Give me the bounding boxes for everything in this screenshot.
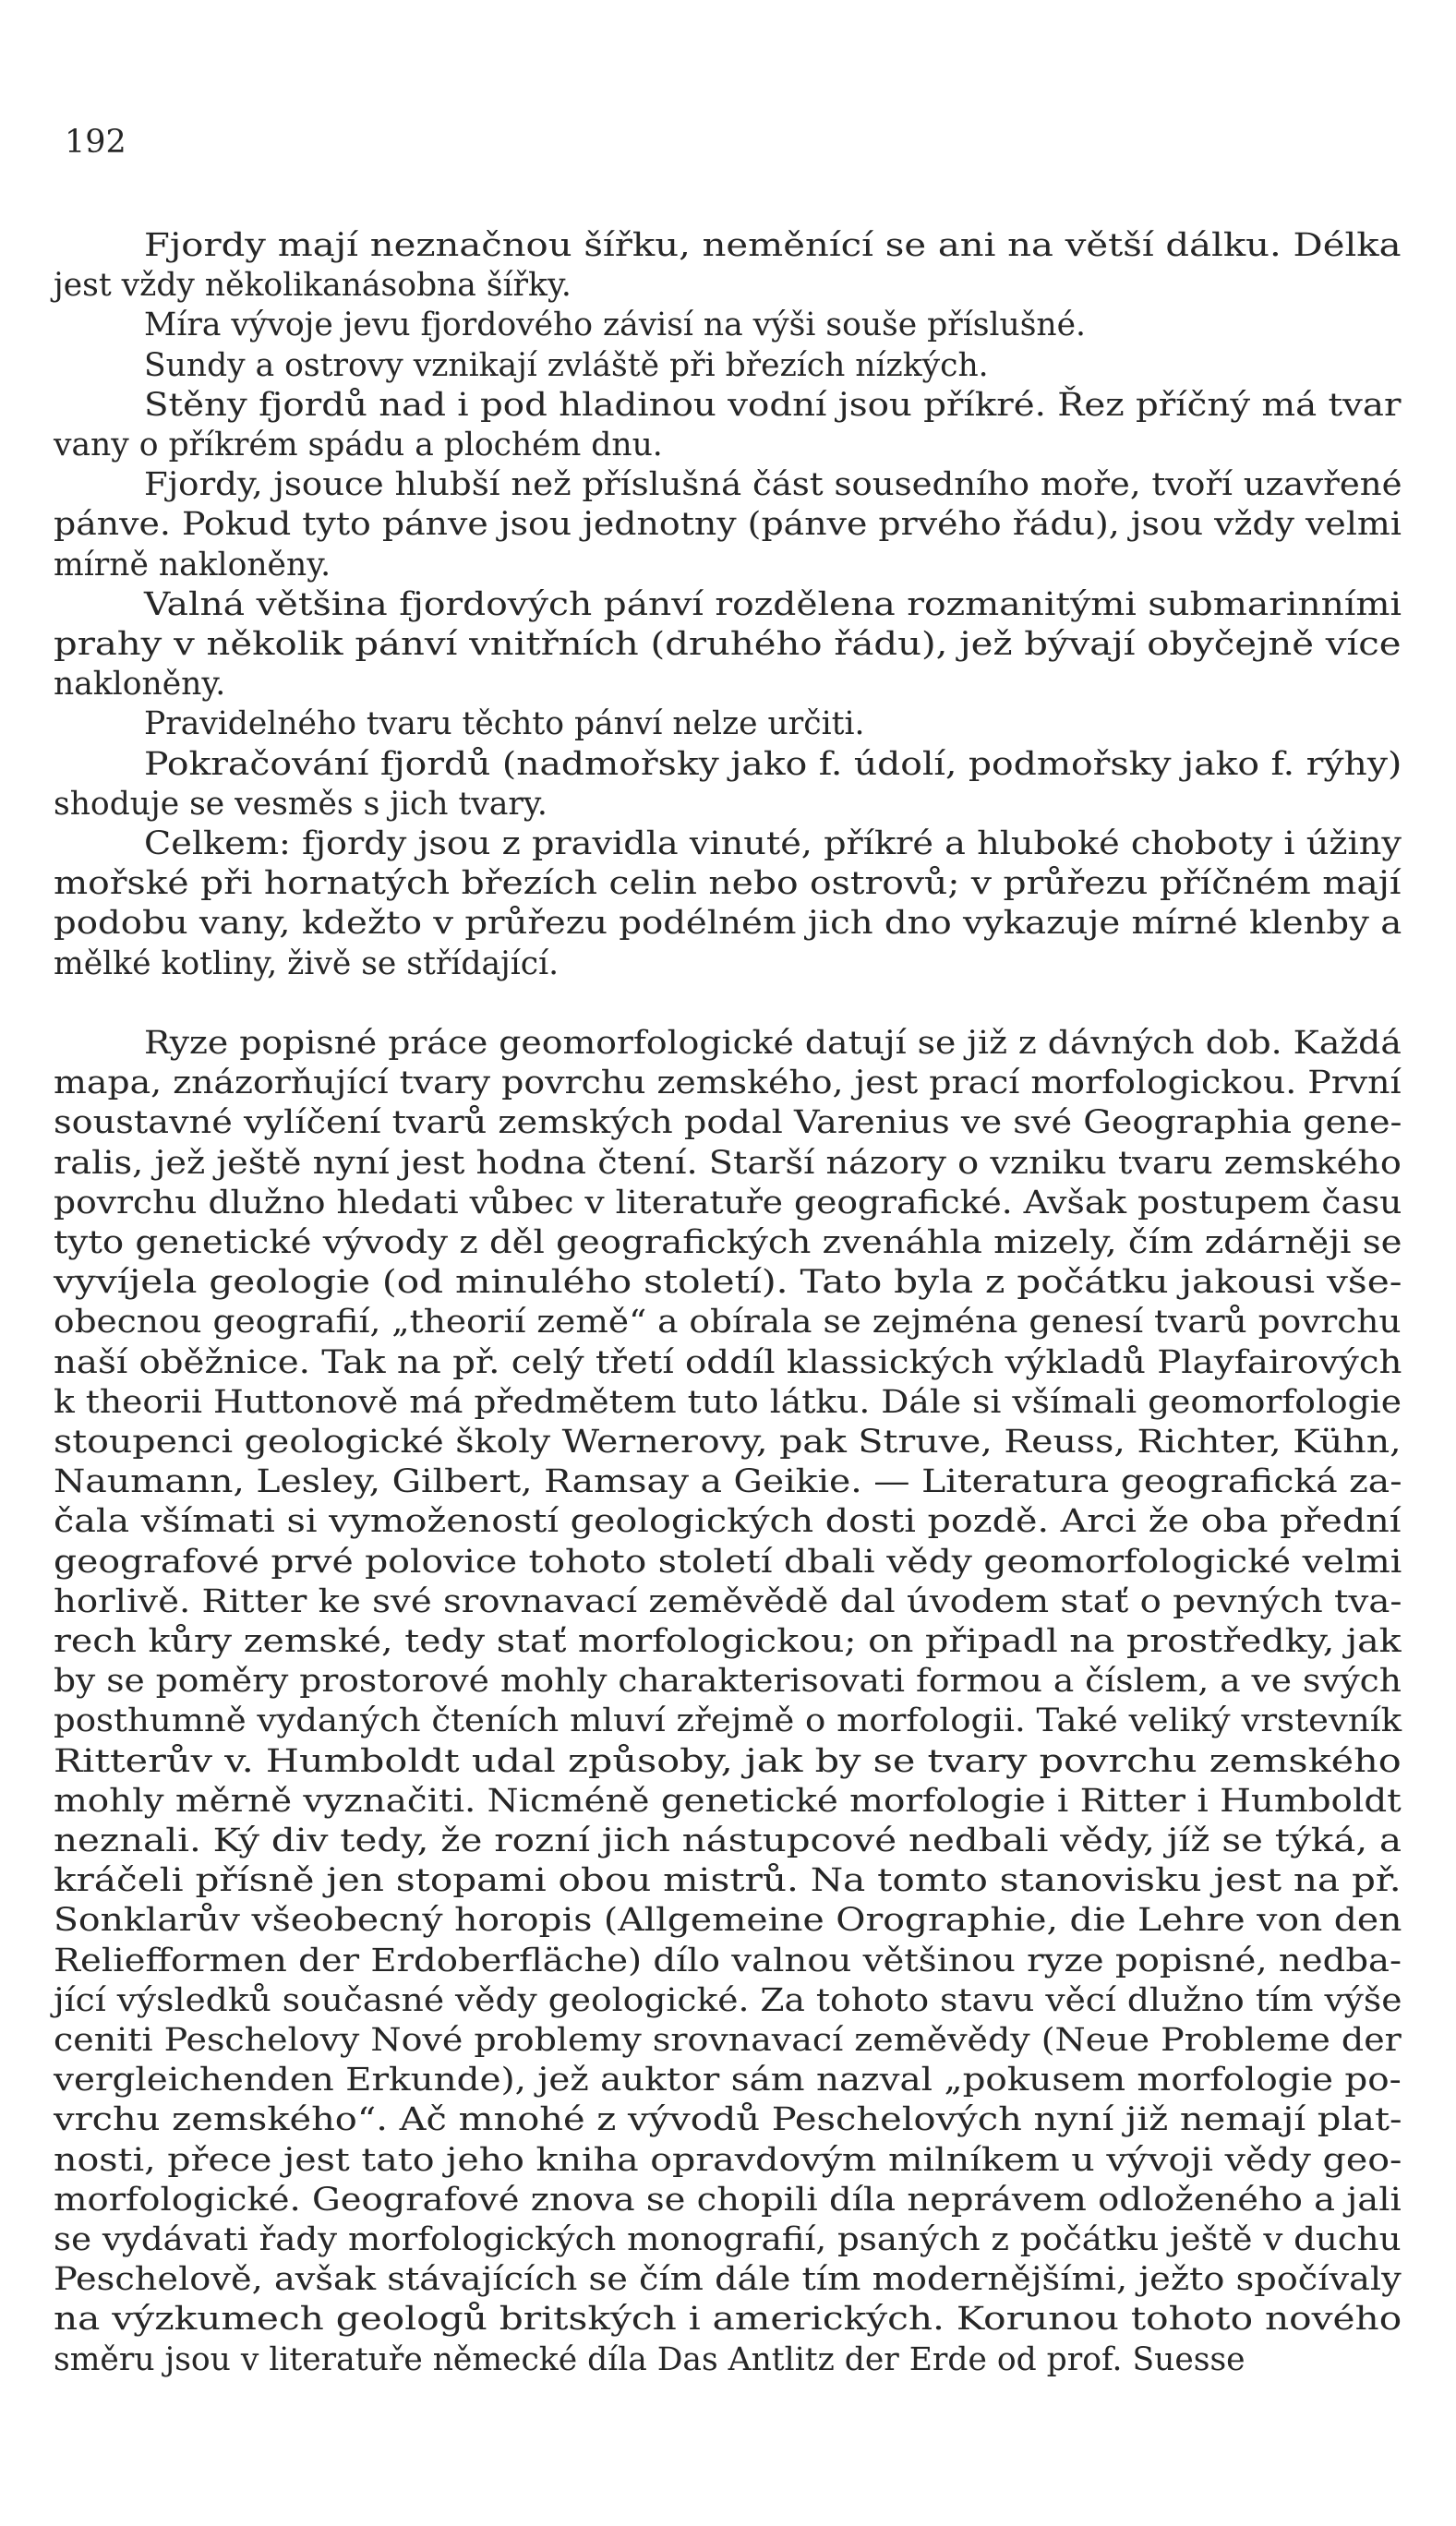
text-line: se vydávati řady morfologických monografií, psaných z počátku ještě v duchu (54, 2221, 1402, 2258)
text-line: na výzkumech geologů britských i amerických. Korunou tohoto nového (54, 2301, 1402, 2339)
text-line: vrchu zemského“. Ač mnohé z vývodů Peschelových nyní již nemají plat- (54, 2101, 1402, 2139)
text-line: Fjordy mají neznačnou šířku, neměnící se ani na větší dálku. Délka (144, 227, 1402, 264)
text-line: Reliefformen der Erdoberfläche) dílo valnou většinou ryze popisné, nedba- (54, 1942, 1402, 1979)
text-line: geografové prvé polovice tohoto století dbali vědy geomorfologické velmi (54, 1543, 1402, 1581)
text-line: morfologické. Geografové znova se chopili díla neprávem odloženého a jali (54, 2181, 1402, 2219)
text-line: vany o příkrém spádu a plochém dnu. (54, 427, 663, 463)
text-line: čala všímati si vymožeností geologických dosti pozdě. Arci že oba přední (54, 1503, 1402, 1541)
text-line: povrchu dlužno hledati vůbec v literatuře geografické. Avšak postupem času (54, 1184, 1402, 1221)
text-line: Ryze popisné práce geomorfologické datují se již z dávných dob. Každá (144, 1025, 1402, 1062)
text-line: jest vždy několikanásobna šířky. (54, 267, 572, 305)
text-line: nosti, přece jest tato jeho kniha opravdovým milníkem u vývoji vědy geo- (54, 2141, 1402, 2179)
text-line: Pokračování fjordů (nadmořsky jako f. údolí, podmořsky jako f. rýhy) (144, 745, 1402, 783)
text-line: jící výsledků současné vědy geologické. Za tohoto stavu věcí dlužno tím výše (54, 1981, 1402, 2019)
text-line: podobu vany, kdežto v průřezu podélném jich dno vykazuje mírné klenby a (54, 905, 1402, 943)
text-line: Sonklarův všeobecný horopis (Allgemeine Orographie, die Lehre von den (54, 1902, 1402, 1940)
text-line: rech kůry zemské, tedy stať morfologickou; on připadl na prostředky, jak (54, 1623, 1402, 1660)
text-line: Fjordy, jsouce hlubší než příslušná část sousedního moře, tvoří uzavřené (144, 466, 1402, 504)
text-line: soustavné vylíčení tvarů zemských podal Varenius ve své Geographia gene- (54, 1104, 1402, 1142)
text-line: naší oběžnice. Tak na př. celý třetí oddíl klassických výkladů Playfairových (54, 1343, 1402, 1381)
text-line: mořské při hornatých březích celin nebo ostrovů; v průřezu příčném mají (54, 865, 1402, 903)
text-line: k theorii Huttonově má předmětem tuto látku. Dále si všímali geomorfologie (54, 1383, 1402, 1421)
text-line: vergleichenden Erkunde), jež auktor sám nazval „pokusem morfologie po- (54, 2062, 1402, 2099)
text-line: vyvíjela geologie (od minulého století). Tato byla z počátku jakousi vše- (54, 1264, 1402, 1302)
text-line: mírně nakloněny. (54, 546, 331, 583)
page-number: 192 (65, 124, 126, 161)
text-line: by se poměry prostorové mohly charakterisovati formou a číslem, a ve svých (54, 1663, 1402, 1701)
text-line: pánve. Pokud tyto pánve jsou jednotny (pánve prvého řádu), jsou vždy velmi (54, 506, 1402, 544)
text-line: mapa, znázorňující tvary povrchu zemského, jest prací morfologickou. První (54, 1065, 1402, 1102)
text-line: Stěny fjordů nad i pod hladinou vodní jsou příkré. Řez příčný má tvar (144, 386, 1402, 424)
text-line: stoupenci geologické školy Wernerovy, pak Struve, Reuss, Richter, Kühn, (54, 1424, 1402, 1461)
text-line: Pravidelného tvaru těchto pánví nelze určiti. (144, 705, 865, 743)
text-line: Míra vývoje jevu fjordového závisí na výši souše příslušné. (144, 307, 1087, 344)
text-line: Sundy a ostrovy vznikají zvláště při březích nízkých. (144, 346, 989, 384)
text-line: ralis, jež ještě nyní jest hodna čtení. Starší názory o vzniku tvaru zemského (54, 1144, 1402, 1182)
text-line: tyto genetické vývody z děl geografických zvenáhla mizely, čím zdárněji se (54, 1224, 1402, 1261)
text-line: Valná většina fjordových pánví rozdělena rozmanitými submarinními (144, 585, 1402, 623)
text-line: shoduje se vesměs s jich tvary. (54, 785, 548, 823)
text-line: ceniti Peschelovy Nové problemy srovnavací zeměvědy (Neue Probleme der (54, 2022, 1402, 2059)
text-line: Celkem: fjordy jsou z pravidla vinuté, příkré a hluboké choboty i úžiny (144, 825, 1402, 862)
text-line: mohly měrně vyznačiti. Nicméně genetické morfologie i Ritter i Humboldt (54, 1782, 1402, 1820)
text-line: směru jsou v literatuře německé díla Das Antlitz der Erde od prof. Suesse (54, 2340, 1245, 2378)
text-line: obecnou geografií, „theorií země“ a obírala se zejména genesí tvarů povrchu (54, 1304, 1402, 1341)
text-line: posthumně vydaných čteních mluví zřejmě o morfologii. Také veliký vrstevník (54, 1702, 1402, 1740)
text-line: Ritterův v. Humboldt udal způsoby, jak by se tvary povrchu zemského (54, 1742, 1402, 1780)
text-line: nakloněny. (54, 666, 226, 704)
text-line: prahy v několik pánví vnitřních (druhého řádu), jež bývají obyčejně více (54, 626, 1402, 663)
text-line: neznali. Ký div tedy, že rozní jich nástupcové nedbali vědy, jíž se týká, a (54, 1822, 1402, 1859)
text-line: Peschelově, avšak stávajících se čím dále tím modernějšími, ježto spočívaly (54, 2261, 1402, 2299)
text-line: horlivě. Ritter ke své srovnavací zeměvědě dal úvodem stať o pevných tva- (54, 1582, 1402, 1620)
text-line: mělké kotliny, živě se střídající. (54, 944, 560, 982)
text-line: Naumann, Lesley, Gilbert, Ramsay a Geikie. — Literatura geografická za- (54, 1463, 1402, 1501)
text-line: kráčeli přísně jen stopami obou mistrů. Na tomto stanovisku jest na př. (54, 1862, 1402, 1900)
